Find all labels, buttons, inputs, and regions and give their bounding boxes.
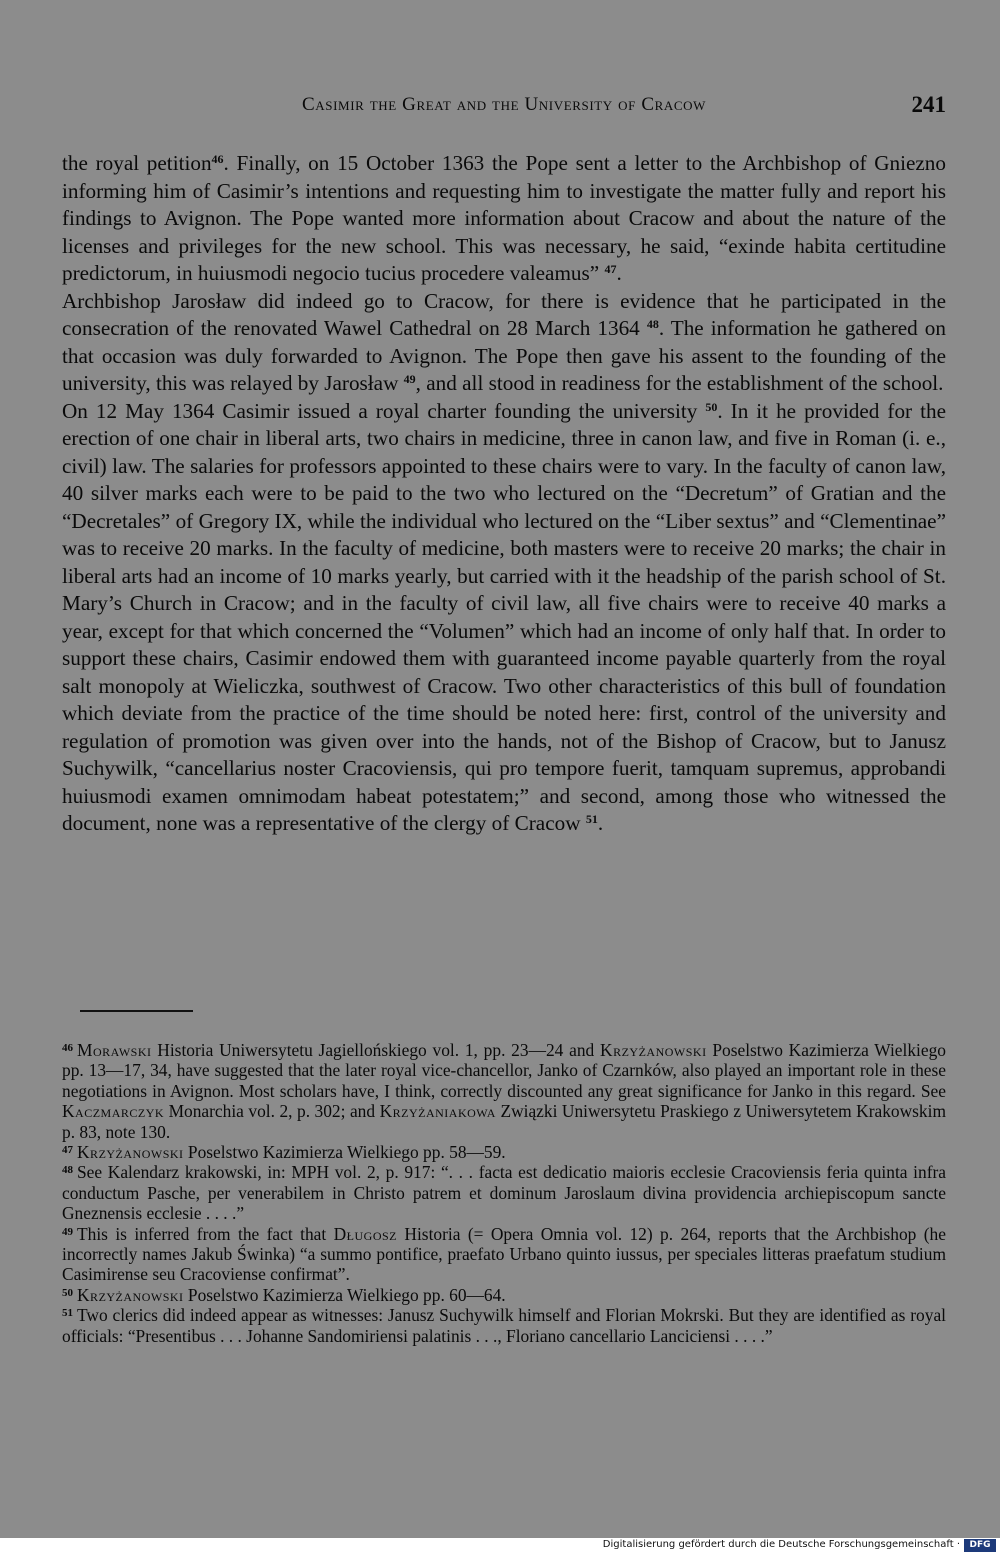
text-run: On 12 May 1364 Casimir issued a royal charter founding the university [62,398,706,423]
digitization-footer [0,1538,1000,1554]
text-run: Poselstwo Kazimierza Wielkiego pp. 58—59. [183,1142,506,1163]
text-run: . [616,261,622,285]
dfg-logo: DFG [964,1539,996,1552]
text-run: Two clerics did indeed appear as witnesses: Janusz Suchywilk himself and Florian Mokrski. But they are identified as royal officials: “Presentibus . . . Johanne Sandomiriensi palatinis . . ., Floriano cancellario Lanciciensi . . . .” [62,1305,946,1346]
author-name: Kaczmarczyk [62,1101,165,1122]
page-number: 241 [911,92,946,117]
author-name: Krzyżanowski [600,1040,707,1060]
text-run: Monarchia vol. 2, p. 302; and [164,1101,380,1122]
footnote-number: 48 [62,1164,73,1177]
footnote [62,1305,946,1346]
author-name: Morawski [77,1040,152,1060]
footnote-ref: 47 [604,262,617,276]
footnote-number: 51 [62,1307,73,1320]
digitization-note: Digitalisierung gefördert durch die Deutsche Forschungsgemeinschaft · [602,1539,960,1550]
text-run: Historia (= Opera Omnia vol. 12) p. 264, reports that the Archbishop (he incorrectly names Jakub Świnka) “a summo pontifice, praefato Urbano quinto iussus, per speciales litteras praefatum studium Casimirense seu Cracoviense confirmat”. [62,1223,946,1285]
text-run: Historia Uniwersytetu Jagiellońskiego vol. 1, pp. 23—24 and [151,1040,601,1060]
footnote-separator [80,1010,193,1012]
paragraph [62,150,946,288]
footnote-number: 47 [62,1144,73,1157]
author-name: Krzyżanowski [77,1142,184,1163]
footnotes [62,1040,946,1346]
author-name: Krzyżaniakowa [379,1101,496,1122]
footnote-number: 49 [62,1225,73,1238]
paragraph [62,288,946,398]
text-run: . [597,811,604,835]
footnote [62,1142,946,1162]
author-name: Długosz [333,1223,397,1244]
running-header [62,92,946,122]
text-run: Związki Uniwersytetu Praskiego z Uniwersytetem Krakowskim p. 83, note 130. [62,1101,946,1142]
footnote-ref: 49 [403,372,416,386]
paragraph [62,398,946,838]
footnote-number: 50 [62,1286,73,1299]
footnote [62,1040,946,1142]
text-run: , and all stood in readiness for the establishment of the school. [415,371,944,395]
footnote [62,1162,946,1223]
text-run: . In it he provided for the erection of one chair in liberal arts, two chairs in medicine, three in canon law, and five in Roman (i. e., civil) law. The salaries for professors appointed to these chairs were to vary. In the faculty of canon law, 40 silver marks each were to be paid to the two who lectured on the “Decretum” of Gratian and the “Decretales” of Gregory IX, while the individual who lectured on the “Liber sextus” and “Clementinae” was to receive 20 marks. In the faculty of medicine, both masters were to receive 20 marks; the chair in liberal arts had an income of 10 marks yearly, but carried with it the headship of the parish school of St. Mary’s Church in Cracow; and in the faculty of civil law, all five chairs were to receive 40 marks a year, except for that which concerned the “Volumen” which had an income of only half that. In order to support these chairs, Casimir endowed them with guaranteed income payable quarterly from the royal salt monopoly at Wieliczka, southwest of Cracow. Two other characteristics of this bull of foundation which deviate from the practice of the time should be noted here: first, control of the university and regulation of promotion was given over into the hands, not of the Bishop of Cracow, but to Janusz Suchywilk, “cancellarius noster Cracoviensis, qui pro tempore fuerit, tamquam supremus, approbandi huiusmodi examen omnimodam habeat potestatem;” and second, among those who witnessed the document, none was a representative of the clergy of Cracow [62,398,946,835]
footnote-ref: 48 [646,317,659,331]
footnote [62,1285,946,1305]
text-run: the royal petition [62,151,212,175]
running-title: Casimir the Great and the University of Cracow [302,94,706,115]
text-run: This is inferred from the fact that [77,1223,334,1244]
footnote [62,1224,946,1285]
footnote-ref: 51 [585,812,598,826]
footnote-ref: 50 [705,399,718,414]
author-name: Krzyżanowski [77,1284,184,1305]
footnote-ref: 46 [211,152,224,166]
text-run: . Finally, on 15 October 1363 the Pope sent a letter to the Archbishop of Gniezno informing him of Casimir’s intentions and requesting him to investigate the matter fully and report his findings to Avignon. The Pope wanted more information about Cracow and about the nature of the licenses and privileges for the new school. This was necessary, he said, “exinde habita certitudine predictorum, in huiusmodi negocio tucius procedere valeamus” [62,151,946,285]
text-run: See Kalendarz krakowski, in: MPH vol. 2, p. 917: “. . . facta est dedicatio maioris ecclesie Cracoviensis feria quinta infra conductum Pasche, per venerabilem in Christo patrem et dominum Jaroslaum divina providencia archiepiscopum sancte Gneznensis ecclesie . . . .” [62,1162,946,1224]
text-run: . The information he gathered on that occasion was duly forwarded to Avignon. The Pope then gave his assent to the founding of the university, this was relayed by Jarosław [62,316,946,395]
text-run: Poselstwo Kazimierza Wielkiego pp. 60—64. [183,1284,506,1305]
main-text [62,150,946,838]
text-run: Poselstwo Kazimierza Wielkiego pp. 13—17, 34, have suggested that the later royal vice-chancellor, Janko of Czarnków, also played an important role in these negotiations in Avignon. Most scholars have, I think, correctly discounted any great significance for Janko in this regard. See [62,1040,946,1101]
text-run: Archbishop Jarosław did indeed go to Cracow, for there is evidence that he participated in the consecration of the renovated Wawel Cathedral on 28 March 1364 [62,288,946,340]
footnote-number: 46 [62,1042,73,1054]
